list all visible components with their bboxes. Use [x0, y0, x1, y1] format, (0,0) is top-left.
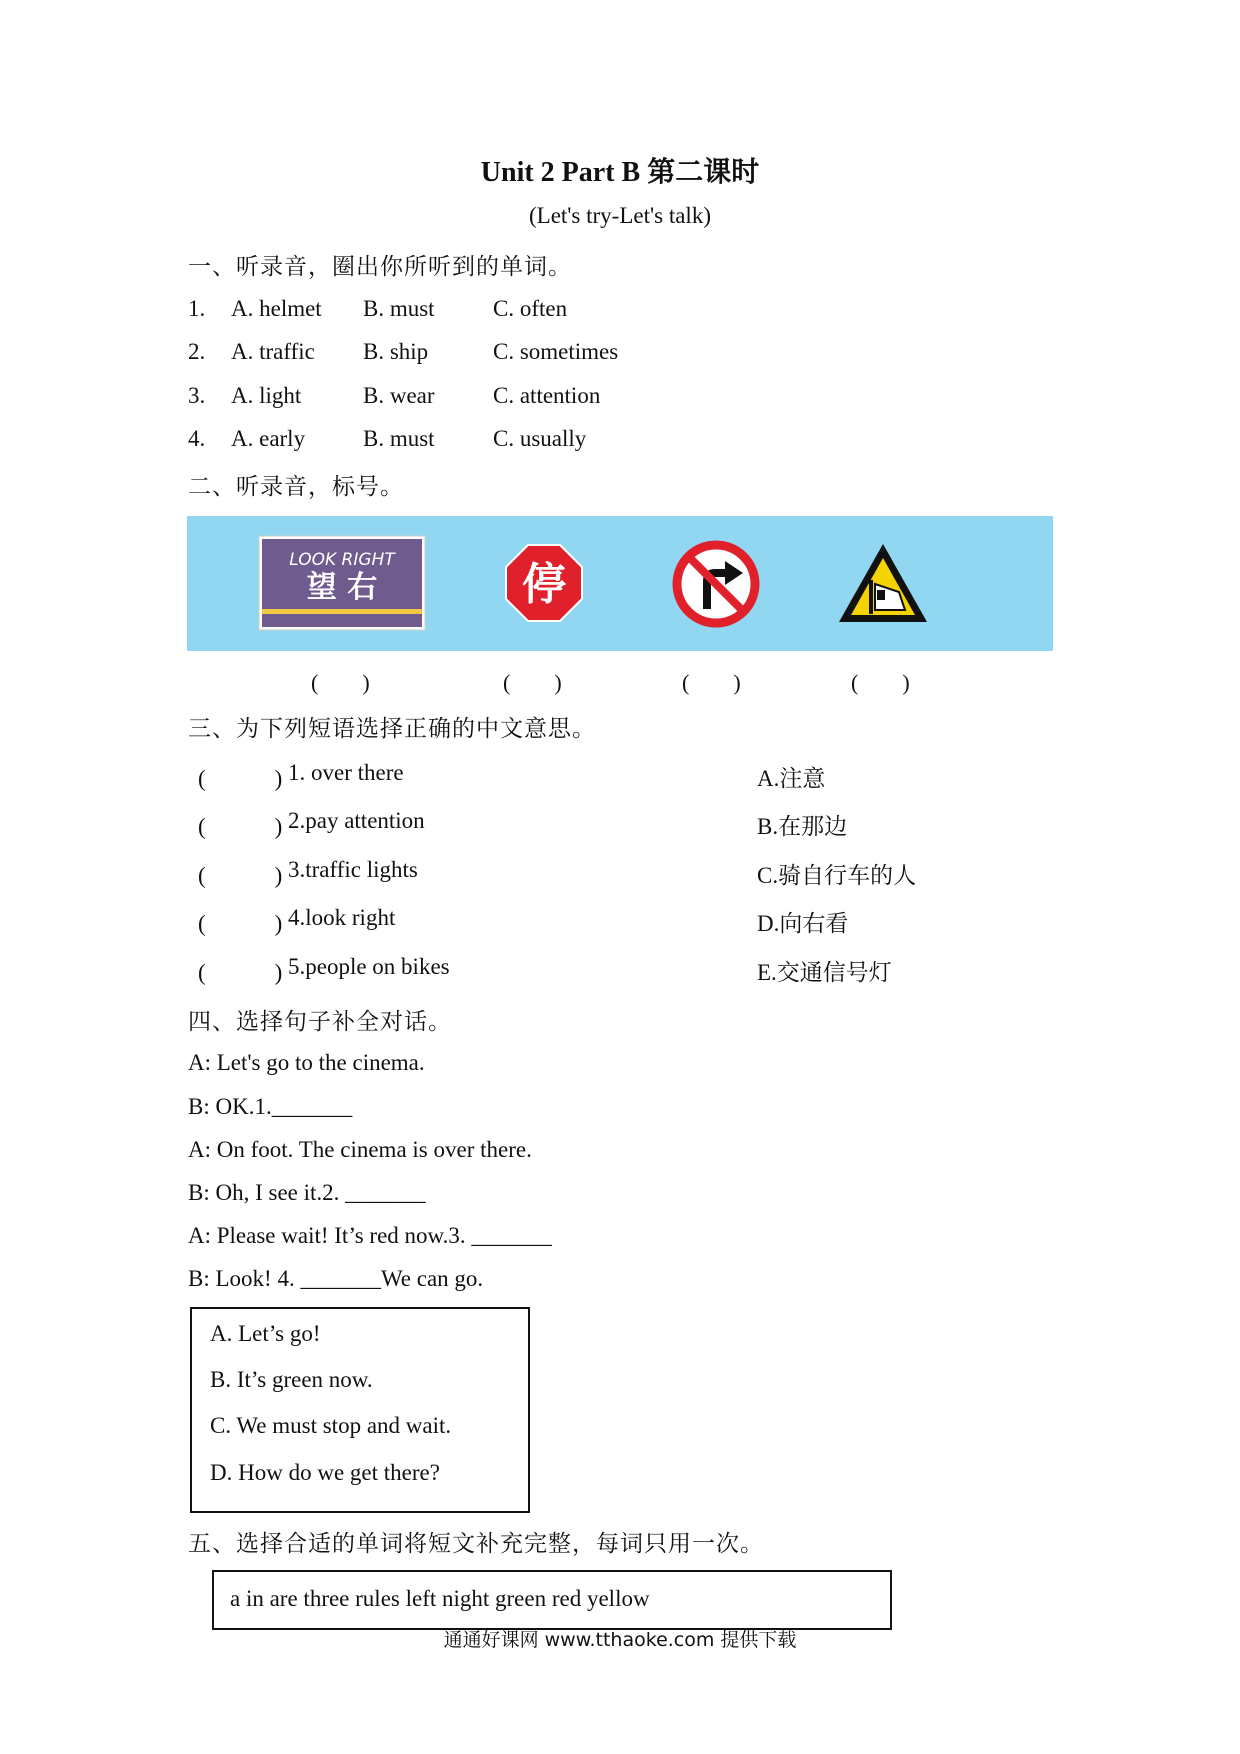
- dialogue-line: A: Please wait! It’s red now.3. _______: [188, 1223, 552, 1248]
- section1-option-a: A. early: [231, 426, 306, 451]
- dialogue-line: B: Oh, I see it.2. _______: [188, 1180, 426, 1205]
- section1-row-num: 2.: [188, 339, 206, 364]
- section1-option-c: C. usually: [493, 426, 587, 451]
- meaning-option: E.交通信号灯: [757, 960, 892, 985]
- page-subtitle: (Let's try-Let's talk): [528, 203, 711, 228]
- section1-option-b: B. must: [363, 426, 435, 451]
- sentence-option: C. We must stop and wait.: [210, 1413, 452, 1438]
- sentence-option: A. Let’s go!: [210, 1321, 321, 1346]
- section1-option-b: B. wear: [363, 383, 435, 408]
- stop-sign-icon: [504, 543, 584, 623]
- answer-bracket[interactable]: ( ): [198, 814, 283, 839]
- section1-option-c: C. often: [493, 296, 568, 321]
- section1-option-a: A. traffic: [231, 339, 315, 364]
- warning-sign-icon: [835, 540, 931, 626]
- section1-row-num: 4.: [188, 426, 206, 451]
- section1-option-a: A. helmet: [231, 296, 322, 321]
- sentence-option: D. How do we get there?: [210, 1460, 440, 1485]
- section2-heading: 二、听录音，标号。: [188, 474, 404, 500]
- answer-bracket[interactable]: ( ): [198, 863, 283, 888]
- phrase-item: 1. over there: [288, 760, 404, 785]
- no-right-turn-icon: [671, 539, 761, 629]
- phrase-item: 4.look right: [288, 905, 396, 930]
- traffic-signs-banner: [187, 516, 1053, 651]
- answer-bracket[interactable]: ( ): [198, 766, 283, 791]
- answer-bracket[interactable]: ( ): [851, 670, 910, 695]
- phrase-item: 2.pay attention: [288, 808, 425, 833]
- dialogue-line: B: OK.1._______: [188, 1094, 353, 1119]
- section5-heading: 五、选择合适的单词将短文补充完整，每词只用一次。: [188, 1531, 764, 1557]
- dialogue-line: B: Look! 4. _______We can go.: [188, 1266, 484, 1291]
- answer-bracket[interactable]: ( ): [503, 670, 562, 695]
- answer-bracket[interactable]: ( ): [198, 911, 283, 936]
- look-right-en-text: LOOK RIGHT: [289, 550, 395, 570]
- meaning-option: D.向右看: [757, 911, 849, 936]
- page-title: Unit 2 Part B 第二课时: [480, 157, 760, 188]
- look-right-sign-icon: [258, 535, 426, 631]
- section4-heading: 四、选择句子补全对话。: [188, 1009, 452, 1035]
- section1-option-c: C. attention: [493, 383, 601, 408]
- sentence-option: B. It’s green now.: [210, 1367, 373, 1392]
- dialogue-line: A: On foot. The cinema is over there.: [188, 1137, 532, 1162]
- answer-bracket[interactable]: ( ): [311, 670, 370, 695]
- word-bank-box: [212, 1570, 892, 1630]
- meaning-option: A.注意: [757, 766, 826, 791]
- section1-heading: 一、听录音，圈出你所听到的单词。: [188, 254, 572, 280]
- answer-bracket[interactable]: ( ): [682, 670, 741, 695]
- stop-sign-text: 停: [522, 559, 566, 610]
- section1-option-c: C. sometimes: [493, 339, 619, 364]
- meaning-option: C.骑自行车的人: [757, 863, 917, 888]
- sentence-options-box: [190, 1307, 530, 1513]
- dialogue-line: A: Let's go to the cinema.: [188, 1050, 425, 1075]
- look-right-cn-text: 望 右: [306, 570, 378, 605]
- section1-option-b: B. ship: [363, 339, 429, 364]
- section1-row-num: 3.: [188, 383, 206, 408]
- phrase-item: 5.people on bikes: [288, 954, 450, 979]
- answer-bracket[interactable]: ( ): [198, 960, 283, 985]
- section1-option-a: A. light: [231, 383, 302, 408]
- meaning-option: B.在那边: [757, 814, 848, 839]
- section3-heading: 三、为下列短语选择正确的中文意思。: [188, 716, 596, 742]
- word-bank: a in are three rules left night green red yellow: [230, 1586, 650, 1611]
- section1-option-b: B. must: [363, 296, 435, 321]
- footer-source: 通通好课网 www.tthaoke.com 提供下载: [443, 1629, 797, 1651]
- section1-row-num: 1.: [188, 296, 206, 321]
- phrase-item: 3.traffic lights: [288, 857, 418, 882]
